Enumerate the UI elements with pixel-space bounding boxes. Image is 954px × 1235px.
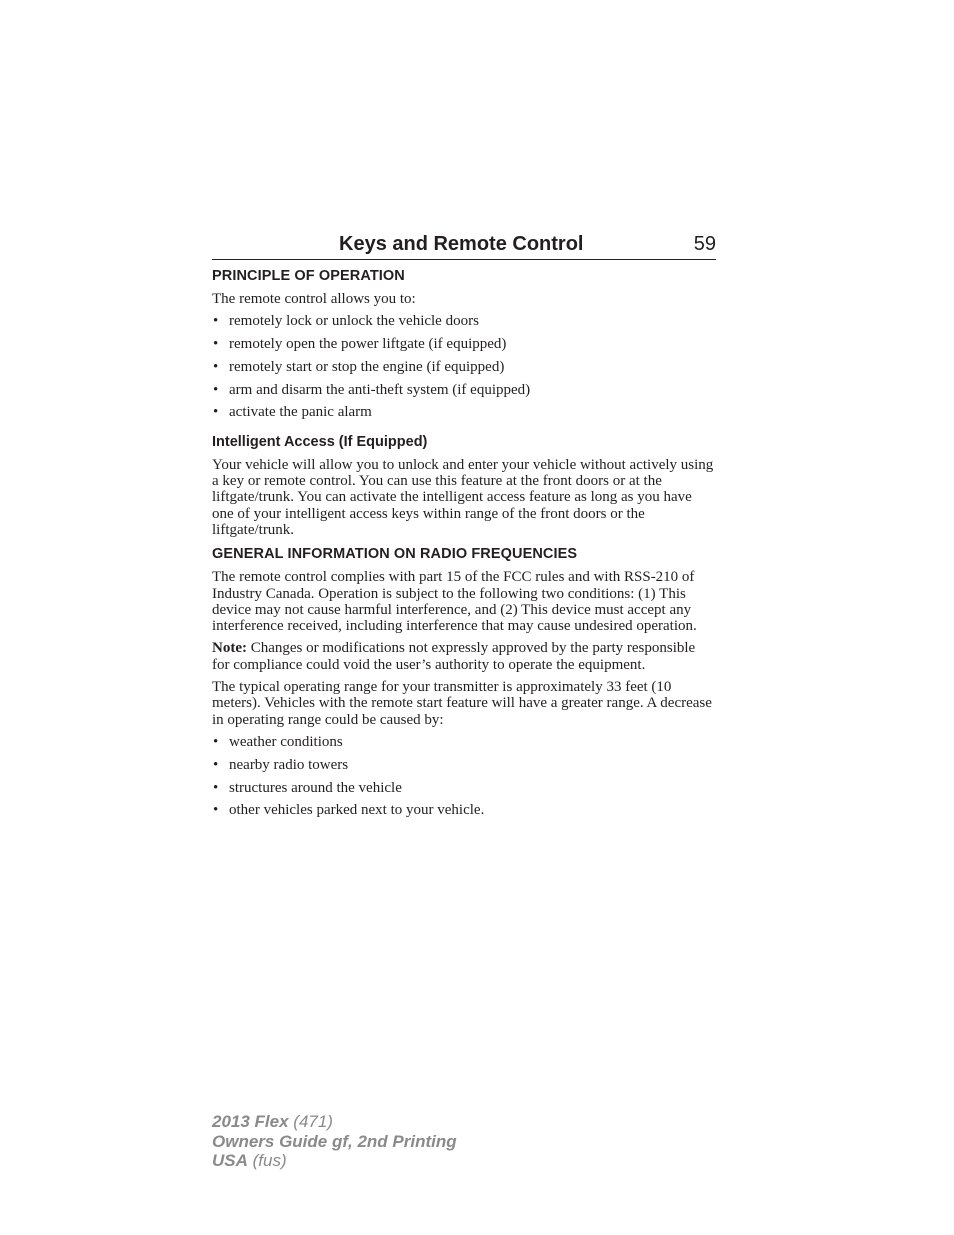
page-footer <box>212 1112 457 1171</box>
list-item: • remotely lock or unlock the vehicle doors <box>213 313 479 330</box>
footer-region-line: USA (fus) <box>212 1151 287 1170</box>
bullet-icon: • <box>213 381 219 398</box>
remote-functions-list <box>212 313 716 420</box>
list-item: • other vehicles parked next to your vehicle. <box>213 802 485 819</box>
list-item: • nearby radio towers <box>213 756 349 773</box>
page-number: 59 <box>693 233 716 255</box>
note-paragraph <box>212 640 716 673</box>
list-item: • weather conditions <box>213 733 343 750</box>
list-item: • activate the panic alarm <box>213 404 372 421</box>
bullet-icon: • <box>213 802 219 819</box>
bullet-icon: • <box>213 313 219 330</box>
list-item: • arm and disarm the anti-theft system (if equipped) <box>213 381 531 398</box>
subsection-heading-intelligent-access: Intelligent Access (If Equipped) <box>212 433 428 450</box>
list-item: • structures around the vehicle <box>213 779 402 796</box>
note-label: Note: <box>212 640 247 657</box>
intelligent-access-text: Your vehicle will allow you to unlock and enter your vehicle without actively using a key or remote control. You can use this feature at the front doors or at the liftgate/trunk. You can activate the intelligent access feature as long as you have one of your intelligent access keys within range of the front doors or the liftgate/trunk. <box>212 456 714 538</box>
section-heading-radio-frequencies: GENERAL INFORMATION ON RADIO FREQUENCIES <box>212 546 578 563</box>
operating-range-text: The typical operating range for your transmitter is approximately 33 feet (10 meters). Vehicles with the remote start feature will have a greater range. A decrease in operating range could be caused by: <box>212 679 712 728</box>
bullet-icon: • <box>213 733 219 750</box>
manual-page <box>212 228 716 825</box>
section-intro: The remote control allows you to: <box>212 291 416 307</box>
bullet-icon: • <box>213 404 219 421</box>
bullet-icon: • <box>213 358 219 375</box>
footer-guide-line: Owners Guide gf, 2nd Printing <box>212 1131 457 1151</box>
footer-model-line: 2013 Flex (471) <box>212 1112 333 1131</box>
chapter-title: Keys and Remote Control <box>339 233 584 255</box>
fcc-compliance-text: The remote control complies with part 15 of the FCC rules and with RSS-210 of Industry Canada. Operation is subject to the following two conditions: (1) This device may not cause harmful interference, and (2) This device must accept any interference received, including interference that may cause undesired operation. <box>212 569 697 635</box>
list-item: • remotely open the power liftgate (if equipped) <box>213 336 507 353</box>
list-item: • remotely start or stop the engine (if equipped) <box>213 358 505 375</box>
page-header <box>212 228 716 260</box>
bullet-icon: • <box>213 779 219 796</box>
range-factors-list <box>212 734 716 819</box>
note-text: Changes or modifications not expressly approved by the party responsible for compliance could void the user’s authority to operate the equipment. <box>212 640 696 673</box>
bullet-icon: • <box>213 756 219 773</box>
section-heading-principle: PRINCIPLE OF OPERATION <box>212 268 405 284</box>
bullet-icon: • <box>213 336 219 353</box>
